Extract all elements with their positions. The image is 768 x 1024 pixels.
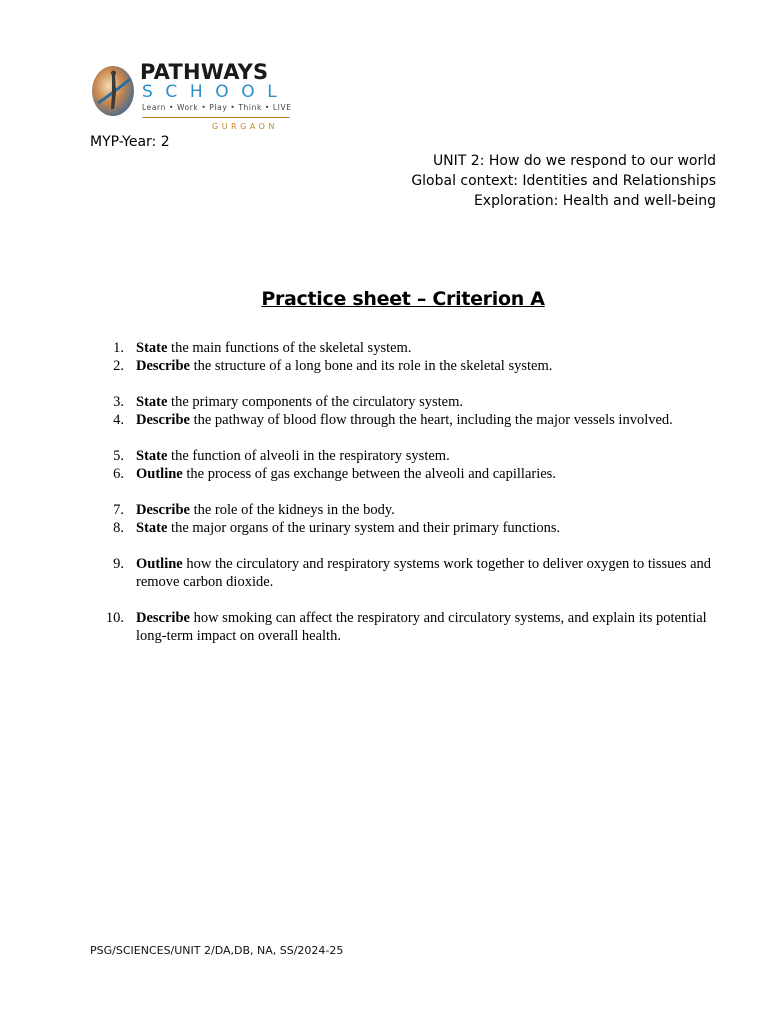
exploration: Exploration: Health and well-being xyxy=(473,193,716,209)
command-term: Describe xyxy=(136,412,190,428)
question-list xyxy=(100,339,720,645)
question-number: 6. xyxy=(113,466,124,482)
document-footer: PSG/SCIENCES/UNIT 2/DA,DB, NA, SS/2024-25 xyxy=(90,944,344,957)
unit-info xyxy=(411,151,716,211)
logo-city: GURGAON xyxy=(212,122,278,131)
question-text: the process of gas exchange between the alveoli and capillaries. xyxy=(182,466,556,482)
question-item xyxy=(100,555,720,591)
question-item xyxy=(100,501,720,519)
question-text: the pathway of blood flow through the heart, including the major vessels involved. xyxy=(189,412,673,428)
question-item xyxy=(100,465,720,483)
question-number: 4. xyxy=(113,412,124,428)
command-term: State xyxy=(136,520,168,536)
question-text: the main functions of the skeletal system. xyxy=(167,340,412,356)
question-item xyxy=(100,393,720,411)
question-text: the structure of a long bone and its role in the skeletal system. xyxy=(189,358,553,374)
question-text: the primary components of the circulatory system. xyxy=(167,394,463,410)
question-number: 7. xyxy=(113,502,124,518)
question-number: 3. xyxy=(113,394,124,410)
question-item xyxy=(100,519,720,537)
question-item xyxy=(100,411,720,429)
logo-school: SCHOOL xyxy=(142,82,290,102)
global-context: Global context: Identities and Relationships xyxy=(411,173,716,189)
question-item xyxy=(100,447,720,465)
globe-emblem-icon xyxy=(90,63,136,117)
command-term: Describe xyxy=(136,358,190,374)
question-text: the role of the kidneys in the body. xyxy=(189,502,395,518)
question-text: how the circulatory and respiratory systems work together to deliver oxygen to tissues and remove carbon dioxide. xyxy=(136,556,712,590)
school-logo xyxy=(90,60,292,136)
question-item xyxy=(100,609,720,645)
command-term: State xyxy=(136,394,168,410)
page-title: Practice sheet – Criterion A xyxy=(261,288,545,310)
command-term: State xyxy=(136,448,168,464)
question-number: 2. xyxy=(113,358,124,374)
myp-year: MYP-Year: 2 xyxy=(90,134,170,150)
logo-tagline: Learn • Work • Play • Think • LIVE xyxy=(142,103,292,112)
question-item xyxy=(100,339,720,357)
question-text: the function of alveoli in the respiratory system. xyxy=(167,448,450,464)
command-term: Describe xyxy=(136,502,190,518)
question-number: 8. xyxy=(113,520,124,536)
command-term: Outline xyxy=(136,466,183,482)
command-term: Describe xyxy=(136,610,190,626)
question-number: 9. xyxy=(113,556,124,572)
question-number: 5. xyxy=(113,448,124,464)
logo-divider xyxy=(142,117,290,118)
question-number: 10. xyxy=(105,610,124,626)
question-item xyxy=(100,357,720,375)
question-text: how smoking can affect the respiratory and circulatory systems, and explain its potential long-term impact on overall health. xyxy=(136,610,707,644)
question-text: the major organs of the urinary system and their primary functions. xyxy=(167,520,561,536)
command-term: State xyxy=(136,340,168,356)
question-number: 1. xyxy=(113,340,124,356)
logo-name: PATHWAYS xyxy=(140,60,269,84)
unit-title: UNIT 2: How do we respond to our world xyxy=(432,153,716,169)
command-term: Outline xyxy=(136,556,183,572)
